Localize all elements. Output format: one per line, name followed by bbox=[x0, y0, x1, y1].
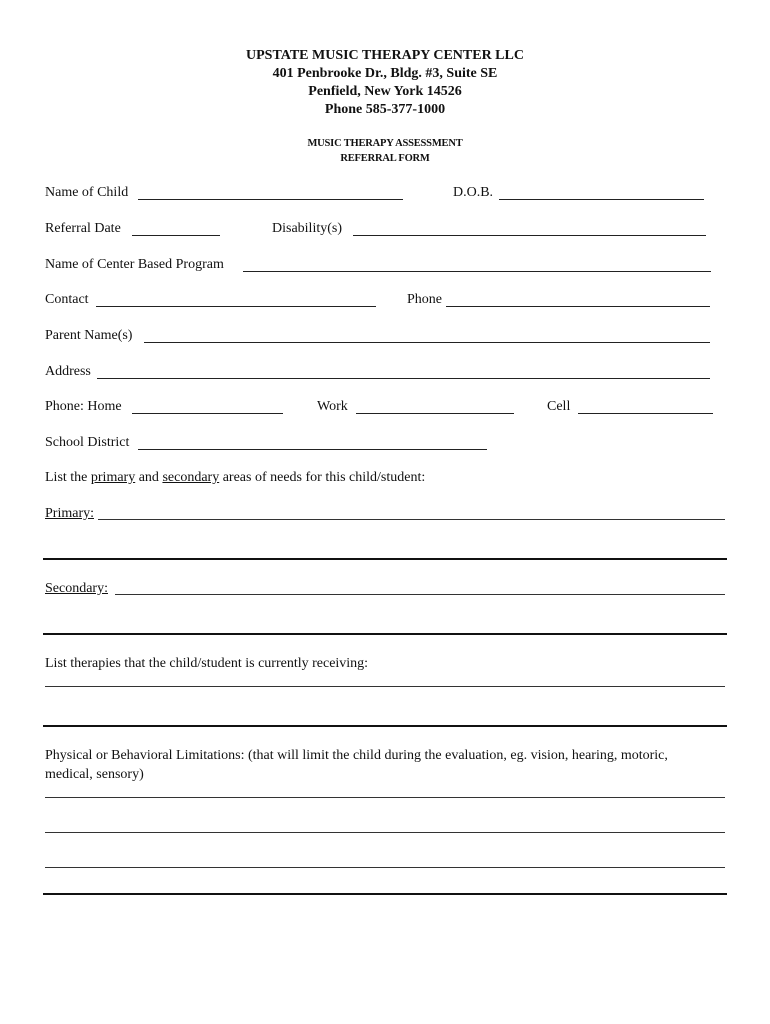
limitations-field-line4[interactable] bbox=[43, 893, 727, 895]
contact-field[interactable] bbox=[96, 306, 376, 307]
needs-and-word: and bbox=[138, 470, 159, 485]
therapies-field-line2[interactable] bbox=[43, 725, 727, 727]
needs-primary-word: primary bbox=[90, 470, 136, 485]
referral-date-field[interactable] bbox=[132, 235, 220, 236]
center-program-label: Name of Center Based Program bbox=[45, 257, 224, 272]
dob-field[interactable] bbox=[499, 199, 704, 200]
primary-field-line2[interactable] bbox=[43, 558, 727, 560]
work-label: Work bbox=[317, 399, 348, 414]
needs-secondary-word: secondary bbox=[162, 470, 220, 485]
school-district-field[interactable] bbox=[138, 449, 487, 450]
org-address-line2: Penfield, New York 14526 bbox=[308, 84, 462, 99]
contact-label: Contact bbox=[45, 292, 89, 307]
limitations-prompt-line1: Physical or Behavioral Limitations: (that will limit the child during the evaluation, eg. vision, hearing, motoric, bbox=[45, 748, 668, 763]
phone-home-label: Phone: Home bbox=[45, 399, 122, 414]
secondary-label-wrap bbox=[45, 581, 108, 597]
org-name: UPSTATE MUSIC THERAPY CENTER LLC bbox=[246, 48, 524, 63]
disabilities-field[interactable] bbox=[353, 235, 706, 236]
referral-date-label: Referral Date bbox=[45, 221, 121, 236]
needs-prompt-pre: List the bbox=[45, 470, 88, 485]
phone-home-field[interactable] bbox=[132, 413, 283, 414]
parent-names-label: Parent Name(s) bbox=[45, 328, 133, 343]
limitations-prompt-line2: medical, sensory) bbox=[45, 767, 144, 782]
primary-label: Primary: bbox=[45, 506, 94, 521]
school-district-label: School District bbox=[45, 435, 130, 450]
dob-label: D.O.B. bbox=[453, 185, 494, 200]
therapies-field-line1[interactable] bbox=[45, 686, 725, 687]
needs-prompt bbox=[45, 470, 425, 486]
name-of-child-label: Name of Child bbox=[45, 185, 129, 200]
cell-phone-field[interactable] bbox=[578, 413, 713, 414]
limitations-field-line1[interactable] bbox=[45, 797, 725, 798]
limitations-field-line2[interactable] bbox=[45, 832, 725, 833]
address-label: Address bbox=[45, 364, 91, 379]
therapies-prompt: List therapies that the child/student is currently receiving: bbox=[45, 656, 369, 671]
needs-prompt-post: areas of needs for this child/student: bbox=[222, 470, 426, 485]
name-of-child-field[interactable] bbox=[138, 199, 403, 200]
address-field[interactable] bbox=[97, 378, 710, 379]
secondary-label: Secondary: bbox=[45, 581, 108, 596]
phone-field[interactable] bbox=[446, 306, 710, 307]
phone-label: Phone bbox=[407, 292, 442, 307]
org-phone: Phone 585-377-1000 bbox=[324, 102, 446, 117]
work-phone-field[interactable] bbox=[356, 413, 514, 414]
parent-names-field[interactable] bbox=[144, 342, 710, 343]
center-program-field[interactable] bbox=[243, 271, 711, 272]
org-address-line1: 401 Penbrooke Dr., Bldg. #3, Suite SE bbox=[272, 66, 498, 81]
primary-field-line1[interactable] bbox=[98, 519, 725, 520]
cell-label: Cell bbox=[547, 399, 571, 414]
disabilities-label: Disability(s) bbox=[272, 221, 342, 236]
form-title-line2: REFERRAL FORM bbox=[340, 153, 430, 164]
limitations-field-line3[interactable] bbox=[45, 867, 725, 868]
form-title-line1: MUSIC THERAPY ASSESSMENT bbox=[307, 138, 463, 149]
secondary-field-line1[interactable] bbox=[115, 594, 725, 595]
secondary-field-line2[interactable] bbox=[43, 633, 727, 635]
